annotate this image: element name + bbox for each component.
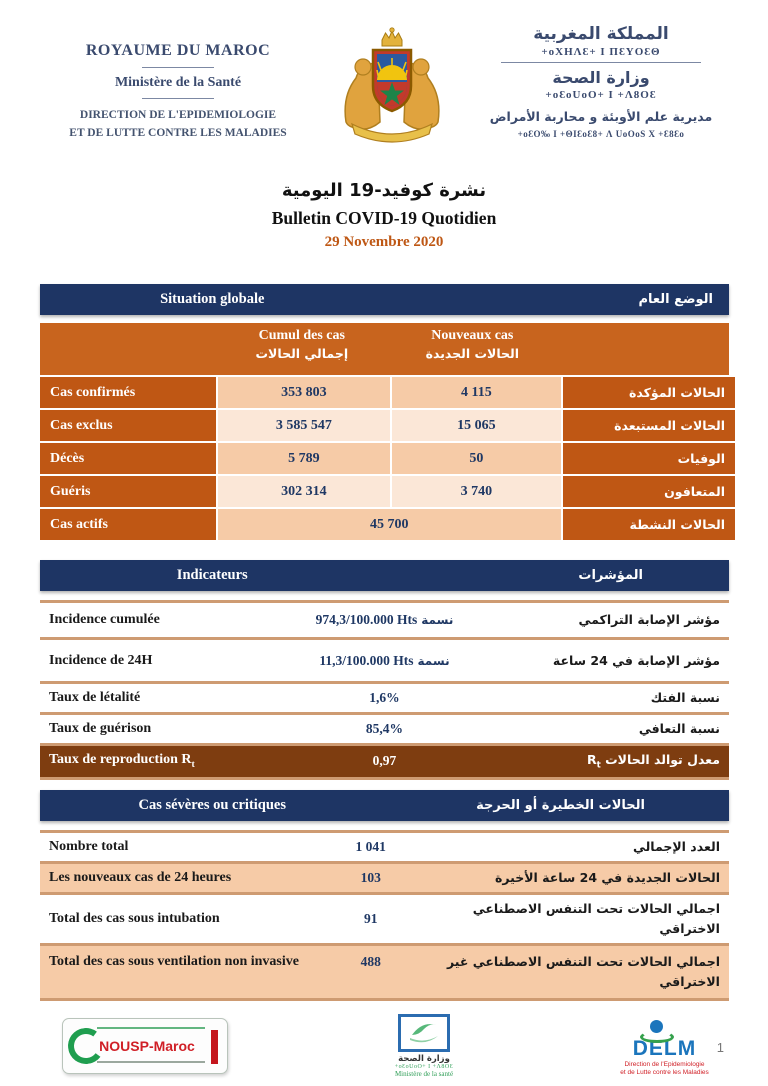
bulletin-title-ar: نشرة كوفيد-19 اليومية [281,180,487,201]
table-row-cas-confirmes: Cas confirmés 353 803 4 115 الحالات المؤكدة [40,377,729,408]
table-row-taux-guerison: Taux de guérison 85,4% نسبة التعافي [40,715,729,746]
situation-section-header [40,284,729,315]
bulletin-title-fr: Bulletin COVID-19 Quotidien [271,208,497,228]
corner-cell [557,323,729,375]
table-row-incidence-cumulee: Incidence cumulée 974,3/100.000 Hts نسمة مؤشر الإصابة التراكمي [40,603,729,640]
nouveaux-value: 15 065 [392,410,561,441]
table-row-nombre-total: Nombre total 1 041 العدد الإجمالي [40,833,729,864]
indicator-value: 85,4% [365,721,404,736]
severe-value: 488 [360,954,381,969]
indicator-value: 0,97 [372,753,397,769]
delm-person-icon [612,1020,717,1036]
cumul-value: 5 789 [218,443,390,474]
section-title-fr: Situation globale [160,291,265,307]
indicateurs-table [40,600,729,780]
section-title-ar: المؤشرات [578,568,643,583]
table-row-intubation: Total des cas sous intubation 91 اجمالي الحالات تحت التنفس الاصطناعي الاختراقي [40,895,729,946]
cas-severes-section-header [40,790,729,821]
cas-severes-table [40,830,729,1001]
document-header [42,24,732,156]
situation-table-column-headers [40,323,729,375]
column-header-nouveaux: Nouveaux cas الحالات الجديدة [425,328,520,361]
direction-title-line1: DIRECTION DE L'EPIDEMIOLOGIE [79,109,277,121]
delm-logo-subtitle: Direction de l'Epidemiologie et de Lutte contre les Maladies [620,1061,709,1077]
severe-value: 1 041 [355,839,386,854]
section-title-ar: الوضع العام [638,292,713,307]
green-crescent-icon [404,1019,444,1047]
page-number: 1 [716,1040,724,1055]
table-row-taux-reproduction: Taux de reproduction $R_t$ 0,97 معدل توالد الحالات $R_t$ [40,746,729,780]
ministry-title-tifinagh: +oƐoUoO+ I +Λ8OƐ [545,89,657,101]
nouveaux-value: 4 115 [392,377,561,408]
nouveaux-value: 3 740 [392,476,561,507]
delm-logo-text: DELM [632,1037,697,1060]
morocco-coat-of-arms [332,24,452,156]
severe-value: 91 [363,911,378,926]
table-row-gueris: Guéris 302 314 3 740 المتعافون [40,476,729,507]
cas-severes-section [40,790,729,1001]
ministry-logo-text-fr: Ministère de la santé [394,1070,454,1078]
nousp-maroc-logo [62,1018,228,1074]
merged-value: 45 700 [218,509,561,540]
document-footer [0,1014,768,1080]
indicateurs-section [40,560,729,780]
ministry-logo-emblem [398,1014,450,1052]
direction-title-ar: مديرية علم الأوبئة و محاربة الأمراض [489,109,713,124]
situation-globale-section [40,284,729,540]
nouveaux-value: 50 [392,443,561,474]
logo-decorative-line [97,1027,205,1029]
direction-title-line2: ET DE LUTTE CONTRE LES MALADIES [69,127,287,140]
situation-table [40,323,729,540]
delm-logo [612,1020,717,1078]
indicator-value: 11,3/100.000 Hts نسمة [319,652,450,668]
logo-decorative-line [97,1061,205,1063]
indicator-value: 1,6% [369,690,400,705]
ministry-title-fr: Ministère de la Santé [114,75,242,90]
cumul-value: 3 585 547 [218,410,390,441]
ministry-title-ar: وزارة الصحة [552,68,650,87]
table-row-incidence-24h: Incidence de 24H 11,3/100.000 Hts نسمة مؤشر الإصابة في 24 ساعة [40,640,729,684]
table-row-ventilation-non-invasive: Total des cas sous ventilation non invasive 488 اجمالي الحالات تحت التنفس الاصطناعي غير الاختراقي [40,946,729,1001]
table-row-nouveaux-24h: Les nouveaux cas de 24 heures 103 الحالات الجديدة في 24 ساعة الأخيرة [40,864,729,895]
bulletin-date: 29 Novembre 2020 [324,234,444,250]
ministry-health-logo [389,1014,459,1078]
kingdom-title-tifinagh: +oXHΛƐ+ I ΠƐYOƐΘ [501,46,701,63]
section-title-fr: Cas sévères ou critiques [138,797,287,813]
section-title-fr: Indicateurs [176,567,248,583]
bulletin-title-block [0,180,768,251]
header-french-block [42,24,314,156]
section-title-ar: الحالات الخطيرة أو الحرجة [476,798,645,813]
table-row-cas-actifs: Cas actifs 45 700 الحالات النشطة [40,509,729,540]
nousp-logo-text: NOUSP-Maroc [99,1038,195,1054]
direction-title-tifinagh: +oƐO‰ I +ΘIƐoƐ8+ Λ UoOoS X +Ɛ8Ɛo [517,129,685,139]
kingdom-title-ar: المملكة المغربية [533,24,669,44]
divider [142,98,214,99]
ministry-logo-text-tifinagh: +oƐoUoO+ I +Λ8OƐ [394,1064,454,1070]
cumul-value: 353 803 [218,377,390,408]
table-row-taux-letalite: Taux de létalité 1,6% نسبة الفتك [40,684,729,715]
ministry-logo-text-ar: وزارة الصحة [398,1054,450,1064]
table-row-deces: Décès 5 789 50 الوفيات [40,443,729,474]
kingdom-title-fr: ROYAUME DU MAROC [85,42,271,59]
corner-cell [40,323,216,375]
cumul-value: 302 314 [218,476,390,507]
indicator-value: 974,3/100.000 Hts نسمة [315,612,454,627]
divider [142,67,214,68]
indicateurs-section-header [40,560,729,591]
header-arabic-block [470,24,732,156]
red-bar-icon [211,1030,218,1064]
table-row-cas-exclus: Cas exclus 3 585 547 15 065 الحالات المستبعدة [40,410,729,441]
severe-value: 103 [360,870,381,885]
column-header-cumul: Cumul des cas إجمالي الحالات [255,328,349,361]
